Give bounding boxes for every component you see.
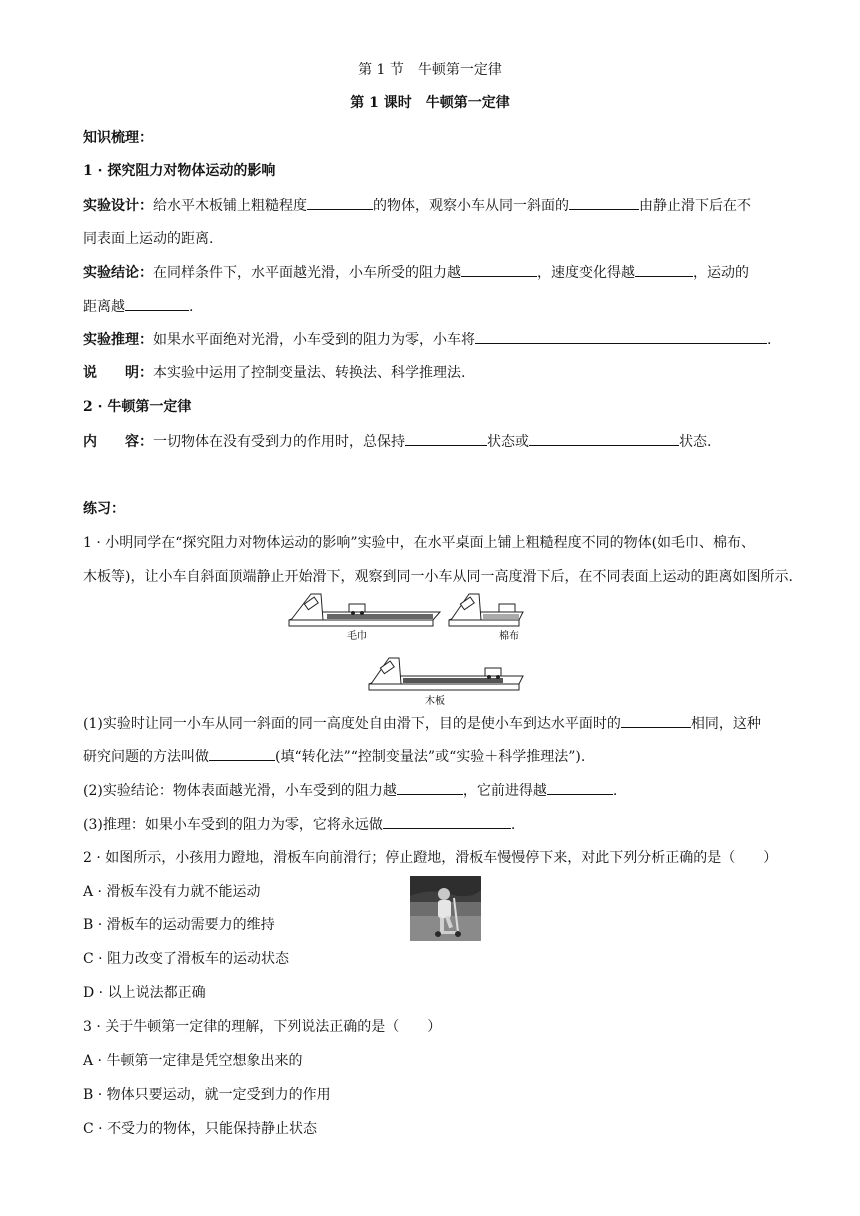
design-text-b: 的物体，观察小车从同一斜面的	[373, 198, 569, 214]
q1-sub3-text-a: (3)推理：如果小车受到的阻力为零，它将永远做	[83, 817, 383, 833]
answer-blank[interactable]	[569, 195, 639, 210]
answer-blank[interactable]	[307, 195, 373, 210]
section-title: 第 1 节 牛顿第一定律	[358, 62, 502, 78]
period: .	[510, 817, 516, 833]
inference-paragraph	[83, 329, 771, 350]
q3-option-b[interactable]: B · 物体只要运动，就一定受到力的作用	[83, 1087, 331, 1103]
q2-stem: 2 · 如图所示，小孩用力蹬地，滑板车向前滑行；停止蹬地，滑板车慢慢停下来，对此下列分析正确的是（ ）	[83, 850, 778, 866]
note-text: 本实验中运用了控制变量法、转换法、科学推理法.	[153, 365, 466, 381]
q1-sub1-text-d: (填“转化法”“控制变量法”或“实验＋科学推理法”).	[275, 749, 586, 765]
cotton-setup	[449, 594, 523, 626]
q2-option-c[interactable]: C · 阻力改变了滑板车的运动状态	[83, 951, 290, 967]
answer-blank[interactable]	[461, 262, 537, 277]
practice-heading: 练习：	[83, 501, 125, 517]
section-1-heading: 1 · 探究阻力对物体运动的影响	[83, 163, 276, 179]
q1-text-line-1: 1 · 小明同学在“探究阻力对物体运动的影响”实验中，在水平桌面上铺上粗糙程度不同的物体(如毛巾、棉布、	[83, 535, 756, 551]
period: .	[189, 299, 194, 315]
conclusion-line-2	[83, 296, 193, 317]
design-label: 实验设计：	[83, 198, 153, 214]
answer-blank[interactable]	[635, 262, 693, 277]
summary-heading: 知识梳理：	[83, 130, 153, 146]
q2-option-d[interactable]: D · 以上说法都正确	[83, 985, 206, 1001]
q1-sub1-text-b: 相同，这种	[690, 716, 761, 732]
q2-option-b[interactable]: B · 滑板车的运动需要力的维持	[83, 917, 275, 933]
q1-text-line-2: 木板等)，让小车自斜面顶端静止开始滑下，观察到同一小车从同一高度滑下后，在不同表面上运动的距离如图所示.	[83, 569, 793, 585]
design-text-d: 同表面上运动的距离.	[83, 231, 214, 247]
fig-label-cotton: 棉布	[499, 631, 519, 642]
conclusion-text-c: ，运动的	[693, 265, 749, 281]
conclusion-label: 实验结论：	[83, 265, 153, 281]
answer-blank[interactable]	[209, 746, 275, 761]
fig-label-towel: 毛巾	[347, 631, 367, 642]
conclusion-paragraph	[83, 262, 749, 283]
content-text-b: 状态或	[487, 434, 529, 450]
answer-blank[interactable]	[397, 780, 463, 795]
q1-sub2-text-a: (2)实验结论：物体表面越光滑，小车受到的阻力越	[83, 783, 397, 799]
design-text-a: 给水平木板铺上粗糙程度	[153, 198, 307, 214]
answer-blank[interactable]	[475, 329, 767, 344]
lesson-title: 第 1 课时 牛顿第一定律	[350, 95, 510, 111]
q1-sub1-text-a: (1)实验时让同一小车从同一斜面的同一高度处自由滑下，目的是使小车到达水平面时的	[83, 716, 621, 732]
inference-text: 如果水平面绝对光滑，小车受到的阻力为零，小车将	[153, 332, 475, 348]
design-paragraph	[83, 195, 751, 216]
content-text-c: 状态.	[679, 434, 712, 450]
note-label: 说 明：	[83, 365, 153, 381]
period: .	[767, 332, 772, 348]
scooter-photo-image	[410, 876, 481, 941]
answer-blank[interactable]	[405, 431, 487, 446]
q1-sub1-line-1	[83, 713, 761, 734]
q1-sub2-line	[83, 780, 617, 801]
q1-sub2-text-b: ，它前进得越	[462, 783, 547, 799]
conclusion-text-a: 在同样条件下，水平面越光滑，小车所受的阻力越	[153, 265, 461, 281]
note-paragraph	[83, 363, 465, 383]
experiment-figure	[285, 592, 525, 710]
design-text-c: 由静止滑下后在不	[639, 198, 751, 214]
q3-stem: 3 · 关于牛顿第一定律的理解，下列说法正确的是（ ）	[83, 1019, 442, 1035]
board-setup	[369, 658, 523, 690]
content-label: 内 容：	[83, 434, 153, 450]
answer-blank[interactable]	[125, 296, 189, 311]
scooter-photo	[410, 876, 481, 941]
answer-blank[interactable]	[383, 814, 511, 829]
answer-blank[interactable]	[621, 713, 691, 728]
towel-setup	[289, 594, 440, 626]
section-2-heading: 2 · 牛顿第一定律	[83, 399, 192, 415]
law-content	[83, 431, 711, 452]
q3-option-c[interactable]: C · 不受力的物体，只能保持静止状态	[83, 1121, 318, 1137]
answer-blank[interactable]	[547, 780, 613, 795]
conclusion-text-b: ，速度变化得越	[537, 265, 635, 281]
answer-blank[interactable]	[529, 431, 679, 446]
conclusion-text-d: 距离越	[83, 299, 125, 315]
q3-option-a[interactable]: A · 牛顿第一定律是凭空想象出来的	[83, 1053, 303, 1069]
q1-sub3-line	[83, 814, 515, 835]
content-text-a: 一切物体在没有受到力的作用时，总保持	[153, 434, 405, 450]
inference-label: 实验推理：	[83, 332, 153, 348]
q1-sub1-text-c: 研究问题的方法叫做	[83, 749, 209, 765]
q1-sub1-line-2	[83, 746, 585, 767]
fig-label-board: 木板	[425, 696, 445, 707]
q2-option-a[interactable]: A · 滑板车没有力就不能运动	[83, 884, 261, 900]
period: .	[612, 783, 618, 799]
